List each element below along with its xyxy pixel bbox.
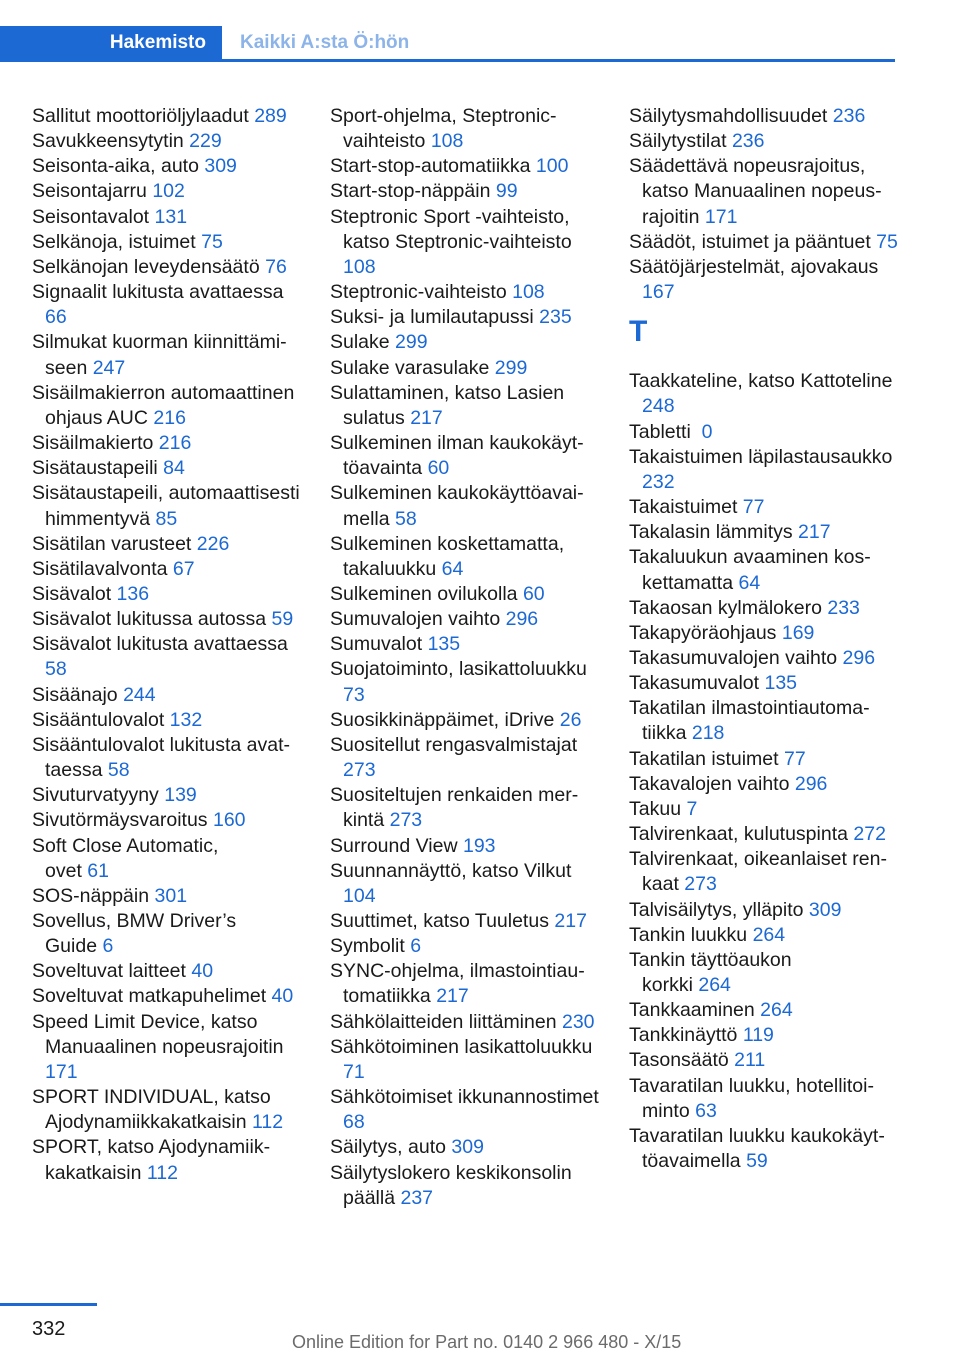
page-reference-link[interactable]: 309 [451, 1136, 484, 1159]
page-reference-link[interactable]: 236 [731, 130, 765, 153]
entry-term: Suunnannäyttö, katso Vilkut [330, 859, 577, 882]
page-reference-link[interactable]: 216 [158, 432, 192, 455]
page-reference-link[interactable]: 136 [116, 582, 150, 605]
entry-term: Sähkötoiminen lasikattoluukku [330, 1035, 598, 1058]
entry-term: Sisätilavalvonta [32, 557, 173, 580]
page-reference-link[interactable]: 108 [343, 255, 376, 278]
page-reference-link[interactable]: 230 [561, 1010, 595, 1033]
index-entry [330, 607, 600, 632]
index-entry [629, 230, 899, 255]
index-entry [629, 129, 899, 154]
page-reference-link[interactable]: 132 [169, 708, 203, 731]
page-reference-link[interactable]: 40 [271, 985, 294, 1008]
page-reference-link[interactable]: 75 [876, 230, 898, 253]
index-entry [330, 959, 600, 1009]
page-reference-link[interactable]: 108 [430, 130, 464, 153]
page-reference-link[interactable]: 171 [704, 205, 738, 228]
index-entry [330, 1085, 605, 1135]
entry-term: Takapyöräohjaus [629, 621, 782, 644]
entry-term: Tankkaaminen [629, 999, 761, 1022]
entry-term: Sumuvalot [330, 633, 428, 656]
index-entry [32, 230, 302, 255]
index-entry [629, 948, 899, 998]
page-reference-link[interactable]: 58 [107, 759, 130, 782]
entry-term: Seisonta-aika, auto [32, 155, 205, 178]
page-reference-link[interactable]: 75 [201, 230, 223, 253]
index-entry [32, 532, 302, 557]
page-reference-link[interactable]: 264 [760, 999, 793, 1022]
page-reference-link[interactable]: 235 [539, 306, 572, 329]
entry-term: Tavaratilan luukku kaukokäyttöavaimella [629, 1124, 885, 1173]
index-entry [330, 1135, 600, 1160]
entry-term: Sisävalot lukitussa autossa [32, 608, 272, 631]
entry-term: Selkänojan leveydensäätö [32, 255, 266, 278]
footer-edition-text: Online Edition for Part no. 0140 2 966 480 - X/15 [292, 1332, 682, 1352]
page-reference-link[interactable]: 236 [832, 105, 866, 127]
entry-term: Takaistuimet [629, 496, 743, 519]
tab-hakemisto[interactable]: Hakemisto [0, 26, 222, 59]
page-reference-link[interactable]: 309 [204, 155, 237, 178]
page-reference-link[interactable]: 131 [154, 205, 188, 228]
entry-term: Silmukat kuorman kiinnittämiseen [32, 331, 287, 379]
entry-term: Säilytys, auto [330, 1136, 452, 1159]
page-reference-link[interactable]: 272 [853, 823, 886, 846]
index-entry [629, 1074, 899, 1124]
entry-term: SYNC-ohjelma, ilmastointiautomatiikka [330, 960, 585, 1008]
index-entry [330, 783, 600, 833]
entry-term: Talvisäilytys, ylläpito [629, 898, 809, 921]
entry-term: Sisäilmakierron automaattinen ohjaus AUC [32, 381, 300, 429]
entry-term: Sisäilmakierto [32, 432, 159, 455]
footer-divider [0, 1303, 97, 1306]
index-entry [629, 1023, 899, 1048]
page-reference-link[interactable]: 108 [512, 281, 545, 304]
index-entry [629, 445, 899, 495]
entry-term: Takaosan kylmälokero [629, 596, 828, 619]
index-entry [330, 154, 600, 179]
entry-term: Sulake [330, 331, 396, 354]
index-entry [629, 998, 899, 1023]
index-entry [32, 481, 306, 531]
index-entry [32, 205, 302, 230]
entry-term: Sulake varasulake [330, 356, 495, 379]
page-reference-link[interactable]: 60 [522, 582, 545, 605]
index-entry [330, 179, 600, 204]
entry-term: Savukkeensytytin [32, 130, 190, 153]
page-reference-link[interactable]: 229 [189, 130, 222, 153]
page-reference-link[interactable]: 100 [535, 155, 569, 178]
page-reference-link[interactable]: 63 [695, 1099, 717, 1122]
entry-term: Sulkeminen kaukokäyttöavaimella [330, 482, 584, 530]
index-entry [32, 154, 302, 179]
index-entry [32, 683, 302, 708]
entry-term: Sulkeminen koskettamatta, takaluukku [330, 532, 565, 580]
entry-term: Säädettävä nopeusrajoitus, katso Manuaalinen nopeusrajoitin [629, 155, 882, 228]
page-reference-link[interactable]: 112 [252, 1111, 284, 1134]
index-entry [330, 481, 600, 531]
page-reference-link[interactable]: 217 [410, 406, 443, 429]
page-reference-link[interactable]: 218 [691, 722, 725, 745]
index-entry [32, 582, 302, 607]
page-reference-link[interactable]: 67 [172, 557, 195, 580]
index-entry [330, 909, 600, 934]
index-entry [330, 532, 600, 582]
index-entry [330, 834, 600, 859]
index-entry [330, 431, 600, 481]
page-reference-link[interactable]: 61 [87, 859, 109, 882]
index-entry [629, 822, 899, 847]
index-entry [629, 1048, 899, 1073]
index-entry [32, 330, 302, 380]
page-reference-link[interactable]: 193 [462, 834, 496, 857]
page-reference-link[interactable]: 237 [400, 1186, 434, 1209]
page-reference-link[interactable]: 68 [343, 1111, 365, 1134]
index-entry [32, 129, 302, 154]
page-reference-link[interactable]: 64 [738, 571, 761, 594]
page-reference-link[interactable]: 59 [746, 1150, 768, 1173]
page-reference-link[interactable]: 102 [152, 180, 185, 203]
entry-term: Tabletti [629, 420, 702, 443]
index-entry [330, 859, 600, 909]
index-entry [32, 1135, 302, 1185]
entry-term: Soveltuvat matkapuhelimet [32, 985, 272, 1008]
page-reference-link[interactable]: 299 [395, 331, 428, 354]
entry-term: Start-stop-näppäin [330, 180, 496, 203]
page-reference-link[interactable]: 299 [494, 356, 528, 379]
page-reference-link[interactable]: 309 [808, 898, 842, 921]
entry-term: Talvirenkaat, kulutuspinta [629, 823, 854, 846]
page-reference-link[interactable]: 6 [102, 935, 114, 958]
index-entry [330, 708, 600, 733]
entry-term: Signaalit lukitusta avattaessa [32, 281, 289, 304]
index-entry [330, 280, 600, 305]
index-entry [330, 330, 600, 355]
index-entry [330, 305, 600, 330]
index-entry [330, 104, 600, 154]
page-reference-link[interactable]: 76 [265, 255, 287, 278]
entry-term: Symbolit [330, 935, 411, 958]
index-entry [32, 1085, 302, 1135]
index-entry [32, 280, 302, 330]
page-reference-link[interactable]: 289 [254, 105, 287, 127]
index-entry [32, 456, 302, 481]
entry-term: Tasonsäätö [629, 1049, 735, 1072]
index-entry [629, 520, 899, 545]
page-reference-link[interactable]: 135 [764, 672, 798, 695]
index-entry [629, 747, 899, 772]
page-reference-link[interactable]: 216 [153, 406, 186, 429]
index-entry [330, 1161, 600, 1211]
page-reference-link[interactable]: 273 [343, 759, 376, 782]
index-entry [629, 671, 899, 696]
entry-term: SPORT, katso Ajodynamiikkakatkaisin [32, 1136, 271, 1184]
entry-term: Seisontajarru [32, 180, 153, 203]
page-number: 332 [32, 1318, 66, 1340]
entry-term: Tankin luukku [629, 923, 753, 946]
entry-term: Sisääntulovalot [32, 708, 170, 731]
index-entry [330, 733, 600, 783]
entry-term: Sähkötoimiset ikkunannostimet [330, 1086, 605, 1109]
letter-heading: T [629, 315, 648, 349]
page-reference-link[interactable]: 211 [734, 1049, 766, 1072]
index-entry [32, 783, 302, 808]
page-reference-link[interactable]: 64 [441, 557, 464, 580]
page-reference-link[interactable]: 232 [642, 470, 675, 493]
entry-term: Takaluukun avaaminen koskettamatta [629, 546, 871, 594]
index-entry [629, 420, 899, 445]
entry-term: Tavaratilan luukku, hotellitoiminto [629, 1074, 874, 1122]
index-column-1 [32, 104, 306, 1186]
page-reference-link[interactable]: 296 [505, 608, 539, 631]
entry-term: Start-stop-automatiikka [330, 155, 536, 178]
page-reference-link[interactable]: 40 [191, 960, 214, 983]
entry-term: Takaistuimen läpilastausaukko [629, 445, 898, 468]
entry-term: Takuu [629, 797, 687, 820]
page-reference-link[interactable]: 112 [146, 1161, 178, 1184]
entry-term: Sulkeminen ilman kaukokäyttöavainta [330, 432, 584, 480]
entry-term: Sallitut moottoriöljylaadut [32, 105, 255, 127]
index-entry [629, 255, 899, 305]
index-entry [32, 255, 302, 280]
page-reference-link[interactable]: 264 [752, 923, 786, 946]
page-reference-link[interactable]: 248 [642, 395, 675, 418]
index-entry [32, 381, 302, 431]
entry-term: Säätöjärjestelmät, ajovakaus [629, 255, 884, 278]
entry-term: Sisävalot lukitusta avattaessa [32, 633, 294, 656]
page-reference-link[interactable]: 226 [196, 532, 230, 555]
index-entry [32, 959, 302, 984]
index-entry [629, 154, 899, 229]
entry-term: Takasumuvalojen vaihto [629, 646, 843, 669]
index-entry [629, 646, 899, 671]
index-entry [330, 381, 600, 431]
entry-term: Sisätaustapeili [32, 457, 164, 480]
page-reference-link[interactable]: 301 [154, 884, 188, 907]
page-reference-link[interactable]: 135 [427, 633, 461, 656]
entry-term: Sähkölaitteiden liittäminen [330, 1010, 562, 1033]
index-entry [330, 205, 600, 280]
entry-term: Soveltuvat laitteet [32, 960, 192, 983]
index-entry [629, 797, 899, 822]
page-reference-link[interactable]: 119 [742, 1024, 774, 1047]
index-entry [629, 923, 899, 948]
page-reference-link[interactable]: 217 [554, 910, 587, 932]
page-reference-link[interactable]: 233 [827, 596, 860, 619]
page-reference-link[interactable]: 217 [436, 985, 469, 1008]
entry-term: Sisäänajo [32, 683, 124, 706]
entry-term: Säilytystilat [629, 130, 732, 153]
entry-term: SOS-näppäin [32, 884, 155, 907]
index-entry [32, 1010, 302, 1085]
entry-term: Suositellut rengasvalmistajat [330, 733, 583, 756]
entry-term: Sisääntulovalot lukitusta avattaessa [32, 733, 290, 782]
entry-term: Talvirenkaat, oikeanlaiset renkaat [629, 848, 887, 896]
page-reference-link[interactable]: 273 [389, 809, 423, 832]
index-entry [330, 356, 600, 381]
page-reference-link[interactable]: 59 [271, 608, 294, 631]
index-entry [330, 1035, 600, 1085]
index-entries-after-letter [629, 369, 899, 1174]
header-tabbar [0, 0, 895, 62]
page-reference-link[interactable]: 58 [45, 658, 67, 681]
index-entry [629, 696, 899, 746]
tab-kaikki-a-o[interactable]: Kaikki A:sta Ö:hön [240, 32, 410, 53]
index-entry [32, 884, 302, 909]
entry-term: Takatilan ilmastointiautomatiikka [629, 697, 870, 745]
entry-term: Sulattaminen, katso Lasien sulatus [330, 381, 565, 429]
index-entry [629, 772, 899, 797]
entry-term: Seisontavalot [32, 205, 155, 228]
entry-term: Sumuvalojen vaihto [330, 608, 506, 631]
index-entry [32, 909, 302, 959]
entry-term: Suositeltujen renkaiden merkintä [330, 784, 579, 832]
page-reference-link[interactable]: 71 [343, 1060, 365, 1083]
page-reference-link[interactable]: 77 [742, 496, 765, 519]
index-entry [629, 898, 899, 923]
page-reference-link[interactable]: 160 [212, 809, 246, 832]
entry-term: Suojatoiminto, lasikattoluukku [330, 658, 593, 681]
page-reference-link[interactable]: 7 [686, 797, 698, 820]
entry-term: Sivutörmäysvaroitus [32, 809, 213, 832]
entry-term: Takatilan istuimet [629, 747, 784, 770]
index-entries-before-letter [629, 104, 899, 305]
page-reference-link[interactable]: 264 [698, 974, 731, 996]
index-entry [32, 557, 302, 582]
index-entry [32, 104, 302, 129]
page-reference-link[interactable]: 77 [783, 747, 806, 770]
page-reference-link[interactable]: 66 [45, 306, 67, 329]
index-entry [330, 934, 600, 959]
entry-term: Suosikkinäppäimet, iDrive [330, 708, 560, 731]
index-entry [32, 431, 302, 456]
index-entry [32, 733, 302, 783]
index-entry [32, 808, 302, 833]
index-entry [629, 1124, 899, 1174]
page-reference-link[interactable]: 171 [45, 1060, 78, 1083]
page-reference-link[interactable]: 217 [798, 521, 831, 544]
entry-term: Surround View [330, 834, 463, 857]
entry-term: Taakkateline, katso Kattoteline [629, 370, 898, 393]
index-entry [629, 621, 899, 646]
entry-term: Steptronic Sport -vaihteisto, katso Steptronic-vaihteisto [330, 205, 572, 253]
index-entry [629, 495, 899, 520]
index-entry [629, 369, 899, 419]
entry-term: Suksi- ja lumilautapussi [330, 306, 540, 329]
entry-term: Steptronic-vaihteisto [330, 281, 513, 304]
entry-term: Selkänoja, istuimet [32, 230, 202, 253]
header-divider [0, 59, 895, 62]
index-entry [32, 708, 302, 733]
page-reference-link[interactable]: 139 [164, 784, 197, 807]
entry-term: Takalasin lämmitys [629, 521, 799, 544]
page-reference-link[interactable]: 6 [410, 935, 422, 958]
entry-term: Säilytyslokero keskikonsolin päällä [330, 1161, 572, 1209]
entry-term: SPORT INDIVIDUAL, katso Ajodynamiikkakatkaisin [32, 1086, 271, 1134]
index-entry [629, 596, 899, 621]
page-reference-link[interactable]: 167 [642, 281, 675, 304]
index-entry [32, 834, 302, 884]
page-reference-link[interactable]: 244 [123, 683, 156, 706]
entry-term: Sulkeminen ovilukolla [330, 582, 523, 605]
entry-term: Tankkinäyttö [629, 1024, 743, 1047]
page-reference-link[interactable]: 60 [427, 457, 450, 480]
page-reference-link[interactable]: 99 [495, 180, 518, 203]
page-reference-link[interactable]: 104 [343, 884, 376, 907]
entry-term: Suuttimet, katso Tuuletus [330, 910, 555, 932]
entry-term: Sovellus, BMW Driver’s Guide [32, 910, 237, 958]
entry-term: Sivuturvatyyny [32, 784, 165, 807]
index-column-3 [629, 104, 899, 1174]
entry-term: Speed Limit Device, katso Manuaalinen nopeusrajoitin [32, 1010, 284, 1058]
entry-term: Sport-ohjelma, Steptronic- vaihteisto [330, 105, 557, 153]
page-reference-link[interactable]: 296 [842, 646, 876, 669]
index-entry [32, 179, 302, 204]
page-reference-link[interactable]: 169 [781, 621, 815, 644]
index-entry [32, 984, 302, 1009]
index-entry [330, 657, 600, 707]
page-reference-link[interactable]: 85 [155, 507, 178, 530]
page-reference-link[interactable]: 247 [92, 356, 126, 379]
page-reference-link[interactable]: 273 [684, 873, 717, 896]
page-reference-link[interactable]: 0 [701, 420, 713, 443]
entry-term: Takavalojen vaihto [629, 772, 795, 795]
page-reference-link[interactable]: 84 [163, 457, 185, 480]
index-entry [330, 632, 600, 657]
index-entry [32, 632, 302, 682]
index-entry [32, 607, 302, 632]
entry-term: Säilytysmahdollisuudet [629, 105, 833, 127]
entry-term: Säädöt, istuimet ja pääntuet [629, 230, 877, 253]
index-entry [629, 545, 899, 595]
page-reference-link[interactable]: 73 [343, 683, 365, 706]
entry-term: Sisävalot [32, 582, 117, 605]
index-entry [629, 847, 899, 897]
index-column-2 [330, 104, 605, 1211]
entry-term: Takasumuvalot [629, 672, 765, 695]
entry-term: Soft Close Automatic, ovet [32, 834, 219, 882]
page-reference-link[interactable]: 26 [559, 708, 582, 731]
page-reference-link[interactable]: 58 [395, 507, 417, 530]
index-entry [330, 1010, 600, 1035]
entry-term: Sisätilan varusteet [32, 532, 197, 555]
page-reference-link[interactable]: 296 [794, 772, 828, 795]
entry-term: Sisätaustapeili, automaattisesti himmentyvä [32, 482, 306, 530]
index-entry [629, 104, 899, 129]
entry-term: Tankin täyttöaukon korkki [629, 948, 792, 996]
index-entry [330, 582, 600, 607]
